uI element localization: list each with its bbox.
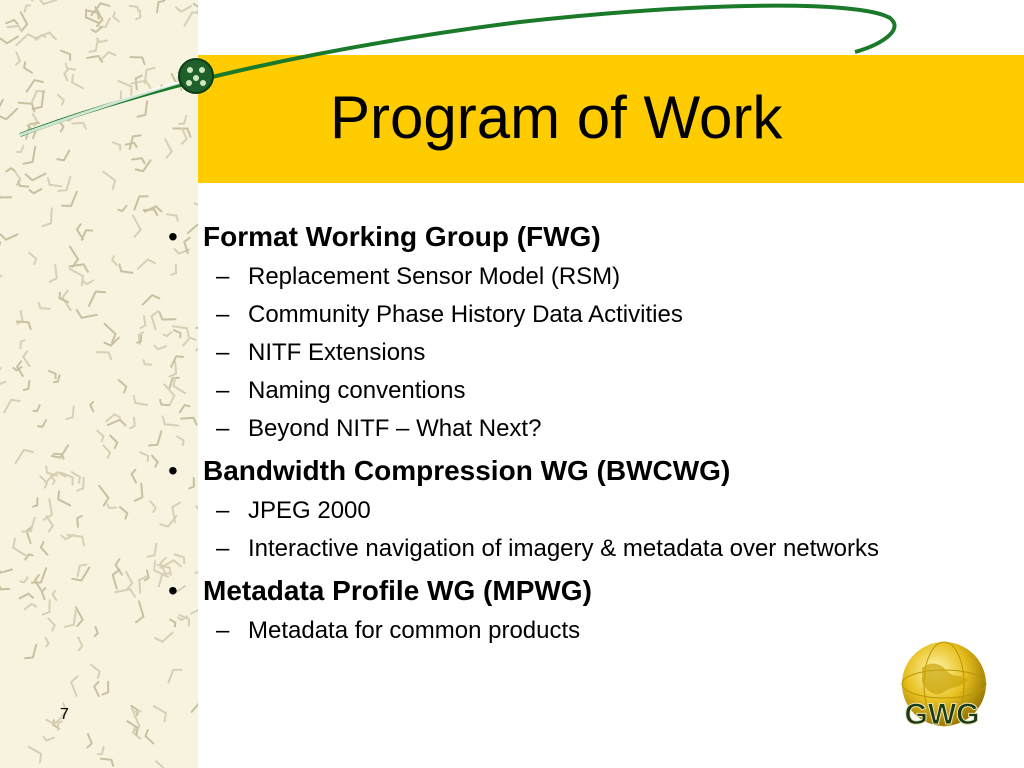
pattern-glyph: [90, 402, 93, 411]
pattern-glyph: [92, 27, 102, 32]
pattern-glyph: [113, 142, 121, 150]
pattern-glyph: [16, 450, 33, 463]
pattern-glyph: [132, 158, 144, 163]
pattern-glyph: [113, 570, 120, 589]
slide-title: Program of Work: [330, 84, 783, 151]
pattern-glyph: [33, 405, 39, 411]
pattern-glyph: [51, 476, 55, 484]
logo-text: GWG: [904, 698, 980, 731]
pattern-glyph: [77, 516, 82, 527]
pattern-glyph: [176, 6, 191, 12]
pattern-glyph: [0, 191, 11, 197]
sub-item-label: Community Phase History Data Activities: [248, 301, 683, 328]
pattern-glyph: [46, 466, 57, 476]
pattern-glyph: [7, 26, 21, 32]
dash-marker: –: [216, 377, 230, 404]
pattern-glyph: [101, 759, 113, 766]
pattern-glyph: [0, 109, 17, 120]
pattern-glyph: [132, 470, 136, 483]
pattern-glyph: [95, 627, 98, 636]
bullet-label: Format Working Group (FWG): [203, 221, 601, 252]
pattern-glyph: [26, 174, 46, 181]
pattern-glyph: [53, 591, 57, 600]
pattern-glyph: [17, 146, 24, 152]
dash-marker: –: [216, 535, 230, 562]
bullet-item: [160, 574, 1020, 608]
pattern-glyph: [89, 40, 97, 52]
pattern-glyph: [97, 431, 103, 441]
pattern-glyph: [91, 665, 100, 678]
dash-marker: –: [216, 301, 230, 328]
pattern-glyph: [58, 95, 64, 105]
pattern-glyph: [41, 542, 48, 555]
pattern-glyph: [168, 670, 181, 683]
pattern-glyph: [91, 3, 109, 15]
pattern-glyph: [179, 116, 186, 124]
sub-item: [160, 258, 1020, 296]
pattern-glyph: [42, 588, 46, 599]
pattern-glyph: [72, 75, 83, 88]
pattern-glyph: [29, 253, 36, 264]
pattern-glyph: [78, 638, 82, 651]
pattern-glyph: [50, 265, 57, 282]
pattern-glyph: [24, 147, 36, 164]
pattern-glyph: [16, 53, 20, 65]
gwg-globe-logo: [882, 638, 1002, 738]
dash-marker: –: [216, 263, 230, 290]
pattern-glyph: [104, 446, 111, 458]
pattern-glyph: [13, 539, 26, 556]
pattern-glyph: [46, 638, 49, 647]
pattern-glyph: [130, 417, 135, 428]
pattern-glyph: [33, 498, 37, 506]
pattern-glyph: [87, 734, 91, 748]
pattern-glyph: [21, 12, 28, 30]
pattern-glyph: [115, 589, 134, 597]
pattern-glyph: [76, 607, 83, 626]
pattern-glyph: [43, 737, 53, 740]
pattern-glyph: [70, 269, 83, 285]
pattern-glyph: [1, 37, 18, 44]
pattern-glyph: [99, 486, 108, 506]
pattern-glyph: [145, 730, 153, 743]
pattern-glyph: [152, 311, 158, 329]
pattern-glyph: [130, 6, 139, 11]
pattern-glyph: [25, 645, 36, 658]
sub-item-label: Metadata for common products: [248, 617, 581, 644]
pattern-glyph: [42, 600, 49, 615]
bullet-label: Bandwidth Compression WG (BWCWG): [203, 455, 731, 486]
pattern-glyph: [145, 570, 149, 580]
pattern-glyph: [65, 114, 75, 121]
pattern-glyph: [195, 203, 198, 216]
pattern-glyph: [49, 371, 56, 378]
pattern-glyph: [148, 544, 157, 557]
dash-marker: –: [216, 339, 230, 366]
pattern-glyph: [40, 476, 47, 487]
sub-item-label: Beyond NITF – What Next?: [248, 415, 542, 442]
pattern-glyph: [130, 135, 141, 149]
pattern-glyph: [140, 452, 148, 461]
pattern-glyph: [152, 456, 158, 467]
pattern-glyph: [156, 761, 164, 768]
pattern-glyph: [134, 396, 147, 405]
sub-item-label: Naming conventions: [248, 377, 466, 404]
pattern-glyph: [36, 35, 45, 40]
pattern-glyph: [107, 504, 116, 508]
pattern-glyph: [65, 610, 76, 627]
pattern-glyph: [136, 601, 143, 622]
sub-item-label: Replacement Sensor Model (RSM): [248, 263, 621, 290]
pattern-glyph: [19, 103, 35, 112]
pattern-glyph: [141, 316, 146, 328]
pattern-glyph: [17, 321, 31, 329]
pattern-glyph: [72, 567, 89, 580]
pattern-glyph: [94, 682, 99, 696]
pattern-glyph: [133, 216, 141, 237]
pattern-glyph: [154, 706, 166, 721]
pattern-glyph: [28, 0, 33, 1]
bullet-group-bwcwg: [160, 454, 1020, 568]
pattern-glyph: [38, 420, 46, 427]
pattern-glyph: [77, 310, 97, 318]
slide-content: [160, 220, 1020, 656]
pattern-glyph: [20, 594, 33, 599]
pattern-glyph: [157, 1, 164, 12]
pattern-glyph: [98, 747, 104, 755]
bullet-item: [160, 454, 1020, 488]
pattern-glyph: [113, 13, 119, 22]
pattern-glyph: [192, 701, 198, 711]
pattern-glyph: [150, 501, 155, 512]
pattern-glyph: [0, 585, 9, 590]
bullet-marker: •: [168, 575, 178, 606]
pattern-glyph: [52, 445, 68, 457]
pattern-glyph: [20, 577, 27, 582]
pattern-glyph: [182, 129, 187, 144]
pattern-glyph: [4, 400, 20, 413]
pattern-glyph: [83, 281, 93, 285]
pattern-glyph: [62, 192, 77, 206]
pattern-glyph: [126, 572, 132, 590]
pattern-glyph: [110, 436, 117, 448]
pattern-glyph: [103, 172, 115, 189]
sub-item: [160, 530, 1020, 568]
pattern-glyph: [108, 420, 126, 426]
pattern-glyph: [132, 81, 151, 88]
pattern-glyph: [0, 567, 12, 573]
pattern-glyph: [27, 80, 43, 92]
bullet-item: [160, 220, 1020, 254]
pattern-glyph: [135, 484, 142, 501]
pattern-glyph: [24, 62, 32, 72]
pattern-glyph: [143, 295, 160, 304]
sub-item: [160, 334, 1020, 372]
sub-item: [160, 296, 1020, 334]
pattern-glyph: [29, 747, 41, 763]
sub-item-label: Interactive navigation of imagery & metadata over networks: [248, 535, 879, 562]
pattern-glyph: [88, 11, 99, 19]
pattern-glyph: [156, 85, 162, 92]
pattern-glyph: [58, 120, 64, 132]
pattern-glyph: [115, 91, 121, 104]
bullet-group-fwg: [160, 220, 1020, 448]
bullet-marker: •: [168, 221, 178, 252]
bullet-marker: •: [168, 455, 178, 486]
pattern-glyph: [70, 246, 78, 266]
pattern-glyph: [134, 196, 147, 209]
pattern-glyph: [48, 618, 54, 630]
pattern-glyph: [20, 340, 24, 348]
pattern-glyph: [61, 51, 70, 60]
pattern-glyph: [105, 324, 116, 343]
pattern-glyph: [66, 407, 73, 420]
sub-item: [160, 410, 1020, 448]
pattern-glyph: [58, 491, 70, 505]
pattern-glyph: [6, 168, 14, 171]
sub-item: [160, 492, 1020, 530]
pattern-glyph: [0, 368, 1, 377]
bullet-label: Metadata Profile WG (MPWG): [203, 575, 592, 606]
pattern-glyph: [71, 676, 77, 696]
pattern-glyph: [44, 499, 52, 520]
pattern-glyph: [57, 151, 69, 161]
pattern-glyph: [96, 352, 111, 359]
pattern-glyph: [58, 177, 70, 191]
pattern-glyph: [25, 604, 36, 609]
pattern-glyph: [138, 260, 155, 269]
pattern-glyph: [184, 12, 198, 26]
sub-item-label: NITF Extensions: [248, 339, 426, 366]
pattern-glyph: [39, 0, 57, 4]
pattern-glyph: [39, 303, 50, 309]
pattern-glyph: [97, 38, 107, 42]
pattern-glyph: [89, 292, 105, 306]
pattern-glyph: [0, 234, 17, 239]
pattern-glyph: [165, 139, 172, 157]
pattern-glyph: [0, 100, 3, 110]
pattern-glyph: [120, 507, 127, 519]
dash-marker: –: [216, 415, 230, 442]
pattern-glyph: [72, 123, 86, 129]
pattern-glyph: [42, 208, 51, 226]
pattern-glyph: [64, 70, 67, 80]
pattern-glyph: [118, 206, 126, 211]
dash-marker: –: [216, 617, 230, 644]
pattern-glyph: [100, 52, 115, 60]
pattern-glyph: [66, 64, 76, 70]
pattern-glyph: [6, 20, 17, 24]
pattern-glyph: [137, 101, 147, 117]
pattern-glyph: [0, 381, 6, 386]
pattern-glyph: [143, 360, 151, 364]
pattern-glyph: [48, 178, 61, 186]
pattern-glyph: [112, 256, 117, 265]
pattern-glyph: [77, 224, 83, 239]
page-number: 7: [60, 706, 69, 723]
pattern-glyph: [29, 189, 41, 193]
pattern-glyph: [23, 351, 29, 366]
pattern-glyph: [32, 91, 43, 109]
pattern-glyph: [16, 34, 36, 45]
pattern-glyph: [25, 5, 30, 11]
pattern-glyph: [119, 380, 127, 393]
dash-marker: –: [216, 497, 230, 524]
sub-item: [160, 372, 1020, 410]
pattern-glyph: [0, 265, 1, 277]
pattern-glyph: [130, 57, 144, 64]
pattern-glyph: [120, 264, 133, 272]
pattern-glyph: [102, 682, 108, 695]
sub-item-label: JPEG 2000: [248, 497, 371, 524]
pattern-glyph: [24, 381, 30, 390]
